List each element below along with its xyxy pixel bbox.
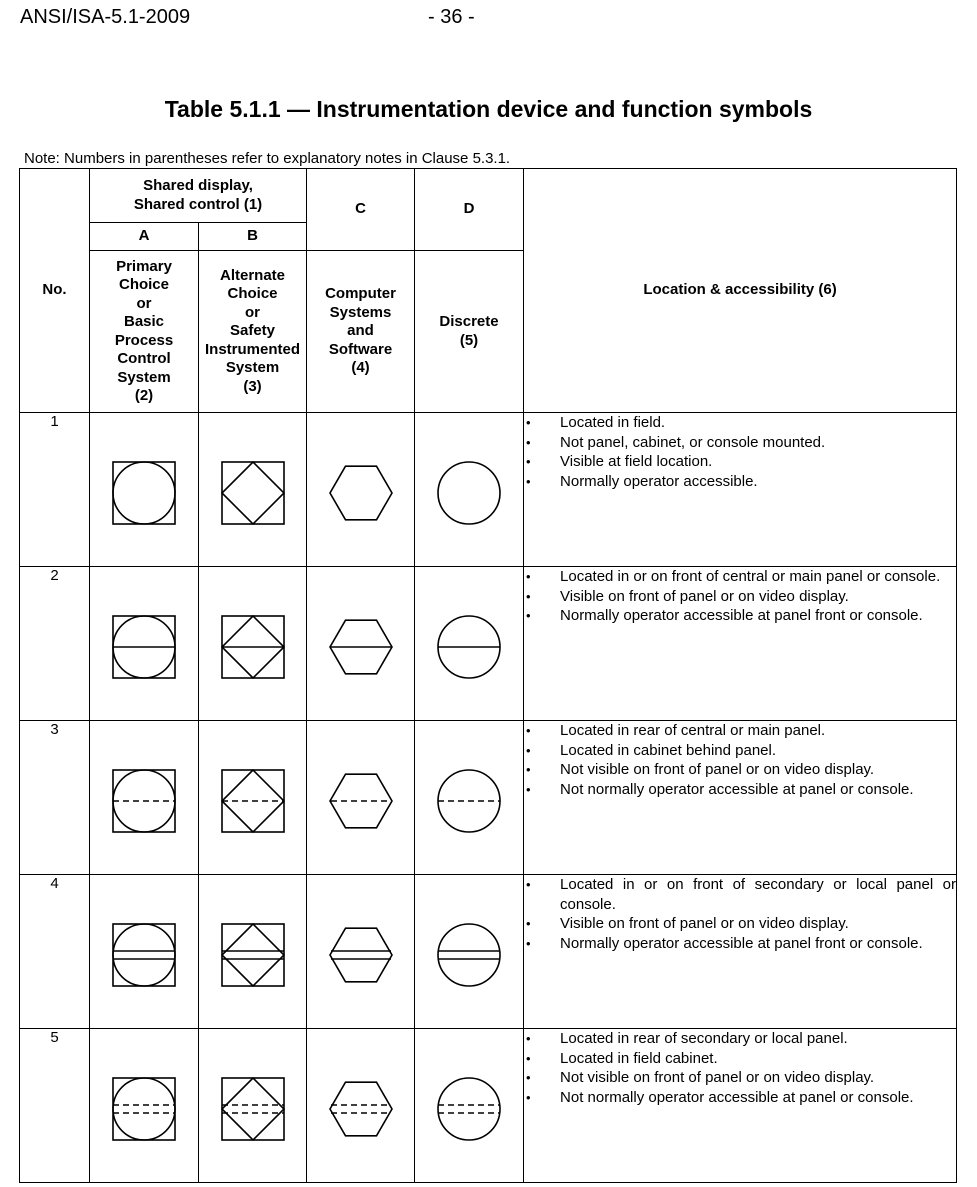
- symbol-cell-d: [415, 1029, 524, 1183]
- col-header-c: C: [307, 169, 415, 251]
- table-title: Table 5.1.1 — Instrumentation device and function symbols: [164, 96, 813, 122]
- table-row: [20, 413, 957, 567]
- bullet-item: • Visible at field location.: [524, 452, 956, 472]
- table-row: [20, 875, 957, 1029]
- hexagon-shape: [330, 928, 392, 982]
- row-number: 3: [20, 721, 90, 875]
- discrete-symbol: [419, 567, 519, 719]
- location-description: [524, 721, 957, 875]
- symbol-cell-d: [415, 413, 524, 567]
- hexagon-shape: [330, 466, 392, 520]
- col-label-c: Computer Systems and Software (4): [307, 251, 415, 413]
- symbol-cell-a: [90, 875, 199, 1029]
- table-note: Note: Numbers in parentheses refer to explanatory notes in Clause 5.3.1.: [24, 150, 511, 167]
- computer-system-symbol: [311, 721, 411, 873]
- computer-system-symbol: [311, 1029, 411, 1181]
- bullet-item: • Not normally operator accessible at panel or console.: [524, 1088, 956, 1108]
- diamond-shape: [222, 924, 284, 986]
- alternate-choice-symbol: [203, 721, 303, 873]
- hexagon-shape: [330, 1082, 392, 1136]
- alternate-choice-symbol: [203, 875, 303, 1027]
- symbol-cell-c: [307, 875, 415, 1029]
- alternate-choice-symbol: [203, 413, 303, 565]
- col-label-d: Discrete (5): [415, 251, 524, 413]
- circle-shape: [438, 462, 500, 524]
- bullet-item: • Located in cabinet behind panel.: [524, 741, 956, 761]
- computer-system-symbol: [311, 567, 411, 719]
- location-description: [524, 875, 957, 1029]
- primary-choice-symbol: [94, 721, 194, 873]
- symbol-cell-c: [307, 1029, 415, 1183]
- circle-shape: [438, 1078, 500, 1140]
- symbol-cell-a: [90, 721, 199, 875]
- symbol-cell-b: [199, 1029, 307, 1183]
- primary-choice-symbol: [94, 413, 194, 565]
- circle-shape: [113, 924, 175, 986]
- row-number: 4: [20, 875, 90, 1029]
- row-number: 2: [20, 567, 90, 721]
- bullet-item: • Normally operator accessible at panel front or console.: [524, 606, 956, 626]
- symbol-cell-d: [415, 721, 524, 875]
- primary-choice-symbol: [94, 875, 194, 1027]
- col-label-a: Primary Choice or Basic Process Control System (2): [90, 251, 199, 413]
- col-label-b: Alternate Choice or Safety Instrumented System (3): [199, 251, 307, 413]
- alternate-choice-symbol: [203, 1029, 303, 1181]
- symbols-table: [19, 168, 957, 1183]
- table-row: [20, 567, 957, 721]
- symbol-cell-b: [199, 567, 307, 721]
- table-row: [20, 721, 957, 875]
- bullet-item: • Located in or on front of secondary or local panel or console.: [524, 875, 956, 914]
- document-id: ANSI/ISA-5.1-2009: [20, 6, 191, 28]
- row-number: 5: [20, 1029, 90, 1183]
- bullet-item: • Not visible on front of panel or on video display.: [524, 1068, 956, 1088]
- col-header-d: D: [415, 169, 524, 251]
- bullet-item: • Not normally operator accessible at panel or console.: [524, 780, 956, 800]
- symbol-cell-d: [415, 875, 524, 1029]
- circle-shape: [438, 924, 500, 986]
- symbol-cell-a: [90, 1029, 199, 1183]
- location-description: [524, 413, 957, 567]
- symbol-cell-b: [199, 721, 307, 875]
- col-header-a: A: [90, 223, 199, 251]
- page-number: - 36 -: [428, 6, 475, 28]
- symbol-cell-b: [199, 413, 307, 567]
- bullet-item: • Visible on front of panel or on video display.: [524, 587, 956, 607]
- discrete-symbol: [419, 1029, 519, 1181]
- square-shape: [222, 1078, 284, 1140]
- square-shape: [222, 924, 284, 986]
- discrete-symbol: [419, 413, 519, 565]
- symbol-cell-a: [90, 413, 199, 567]
- symbol-cell-a: [90, 567, 199, 721]
- row-number: 1: [20, 413, 90, 567]
- primary-choice-symbol: [94, 567, 194, 719]
- alternate-choice-symbol: [203, 567, 303, 719]
- computer-system-symbol: [311, 875, 411, 1027]
- symbol-cell-b: [199, 875, 307, 1029]
- square-shape: [222, 462, 284, 524]
- circle-shape: [113, 1078, 175, 1140]
- discrete-symbol: [419, 875, 519, 1027]
- primary-choice-symbol: [94, 1029, 194, 1181]
- computer-system-symbol: [311, 413, 411, 565]
- diamond-shape: [222, 1078, 284, 1140]
- bullet-item: • Located in or on front of central or main panel or console.: [524, 567, 956, 587]
- table-row: [20, 1029, 957, 1183]
- bullet-item: • Not panel, cabinet, or console mounted.: [524, 433, 956, 453]
- bullet-item: • Located in field cabinet.: [524, 1049, 956, 1069]
- symbol-cell-c: [307, 413, 415, 567]
- diamond-shape: [222, 462, 284, 524]
- bullet-item: • Not visible on front of panel or on video display.: [524, 760, 956, 780]
- discrete-symbol: [419, 721, 519, 873]
- bullet-item: • Located in rear of central or main panel.: [524, 721, 956, 741]
- bullet-item: • Located in rear of secondary or local panel.: [524, 1029, 956, 1049]
- col-header-shared: Shared display, Shared control (1): [90, 169, 307, 223]
- circle-shape: [113, 462, 175, 524]
- symbol-cell-c: [307, 567, 415, 721]
- bullet-item: • Located in field.: [524, 413, 956, 433]
- location-description: [524, 567, 957, 721]
- col-header-location: Location & accessibility (6): [524, 169, 957, 413]
- col-header-b: B: [199, 223, 307, 251]
- symbol-cell-d: [415, 567, 524, 721]
- bullet-item: • Visible on front of panel or on video display.: [524, 914, 956, 934]
- bullet-item: • Normally operator accessible at panel front or console.: [524, 934, 956, 954]
- bullet-item: • Normally operator accessible.: [524, 472, 956, 492]
- col-header-no: No.: [20, 169, 90, 413]
- symbol-cell-c: [307, 721, 415, 875]
- location-description: [524, 1029, 957, 1183]
